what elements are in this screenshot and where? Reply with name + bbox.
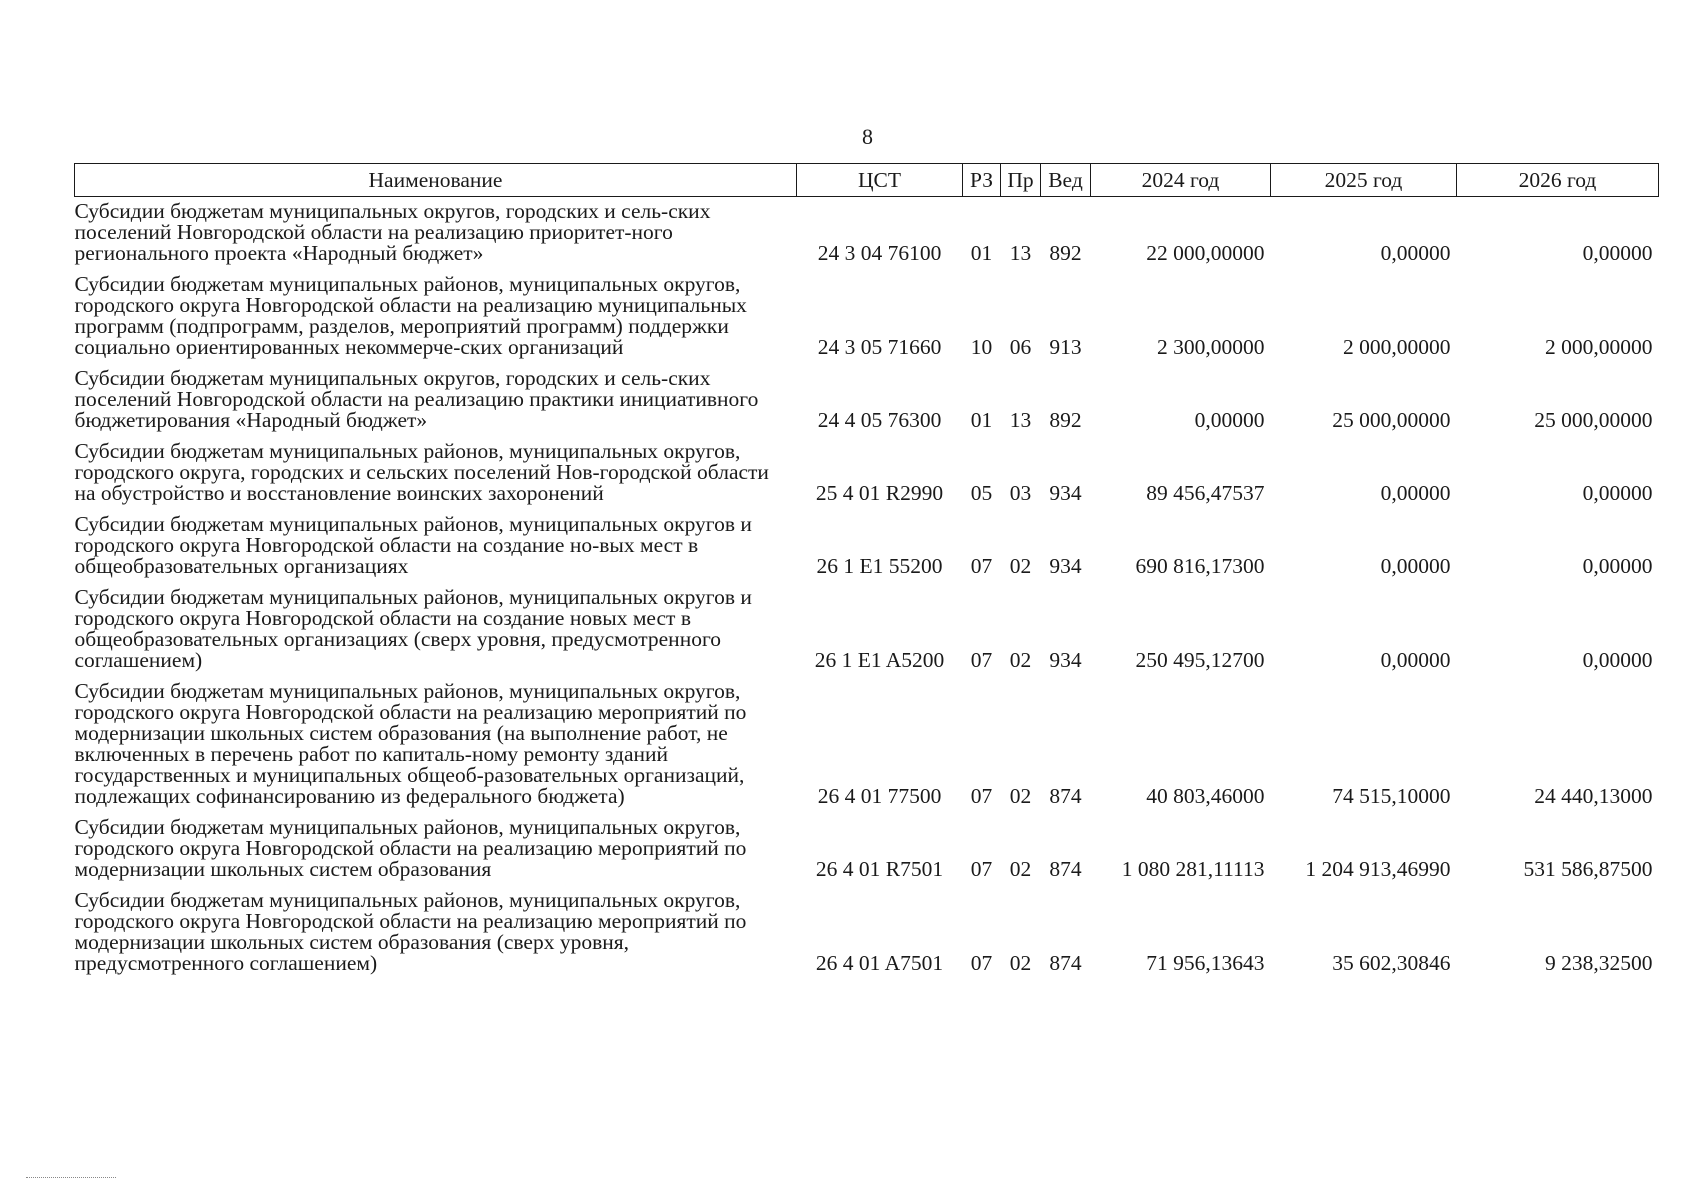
row-2026: 9 238,32500	[1545, 951, 1653, 975]
row-2025: 25 000,00000	[1332, 408, 1451, 432]
row-2025: 35 602,30846	[1332, 951, 1451, 975]
row-pr: 03	[1009, 481, 1032, 505]
row-2026: 0,00000	[1582, 481, 1653, 505]
header-cst: ЦСТ	[797, 164, 963, 197]
row-ved: 892	[1049, 241, 1082, 265]
row-ved: 874	[1049, 784, 1082, 808]
row-rz: 07	[970, 951, 993, 975]
row-2025: 74 515,10000	[1332, 784, 1451, 808]
row-rz: 07	[970, 554, 993, 578]
budget-table	[74, 163, 1659, 980]
table-body	[75, 197, 1659, 981]
table-row	[75, 270, 1659, 364]
row-rz: 05	[970, 481, 993, 505]
row-2024: 22 000,00000	[1146, 241, 1265, 265]
header-2026: 2026 год	[1457, 164, 1659, 197]
table-row	[75, 510, 1659, 583]
row-cst: 26 4 01 R7501	[815, 857, 944, 881]
header-ved: Вед	[1041, 164, 1091, 197]
row-2026: 0,00000	[1582, 241, 1653, 265]
row-rz: 07	[970, 648, 993, 672]
row-2026: 24 440,13000	[1534, 784, 1653, 808]
row-2024: 0,00000	[1194, 408, 1265, 432]
row-cst: 24 3 05 71660	[817, 335, 942, 359]
row-cst: 25 4 01 R2990	[815, 481, 944, 505]
row-pr: 13	[1009, 241, 1032, 265]
header-name: Наименование	[75, 164, 797, 197]
row-name: Субсидии бюджетам муниципальных округов, городских и сель-ских поселений Новгородской области на реализацию практики инициативного бюджетирования «Народный бюджет»	[74, 366, 759, 432]
table-row	[75, 886, 1659, 980]
row-2024: 40 803,46000	[1146, 784, 1265, 808]
row-2026: 25 000,00000	[1534, 408, 1653, 432]
table-row	[75, 197, 1659, 271]
page-number: 8	[862, 124, 873, 149]
row-ved: 874	[1049, 857, 1082, 881]
row-2024: 89 456,47537	[1146, 481, 1265, 505]
row-name: Субсидии бюджетам муниципальных районов, муниципальных округов, городского округа Новгородской области на реализацию мероприятий по модернизации школьных систем образования	[74, 815, 747, 881]
row-2026: 2 000,00000	[1545, 335, 1653, 359]
table-row	[75, 677, 1659, 813]
row-2026: 531 586,87500	[1523, 857, 1653, 881]
header-2024: 2024 год	[1091, 164, 1271, 197]
row-2024: 250 495,12700	[1135, 648, 1265, 672]
table-row	[75, 583, 1659, 677]
row-ved: 934	[1049, 481, 1082, 505]
row-ved: 892	[1049, 408, 1082, 432]
row-2025: 0,00000	[1380, 648, 1451, 672]
row-2026: 0,00000	[1582, 554, 1653, 578]
row-name: Субсидии бюджетам муниципальных районов, муниципальных округов и городского округа Новгородской области на создание но-вых мест в общеобразовательных организациях	[74, 512, 752, 578]
row-name: Субсидии бюджетам муниципальных районов, муниципальных округов, городского округа Новгородской области на реализацию муниципальных программ (подпрограмм, разделов, мероприятий программ) поддержки социально ориентированных некоммерче-ских организаций	[74, 272, 747, 359]
row-rz: 01	[970, 408, 993, 432]
row-ved: 874	[1049, 951, 1082, 975]
row-2024: 1 080 281,11113	[1121, 857, 1265, 881]
row-2025: 0,00000	[1380, 554, 1451, 578]
header-rz: РЗ	[963, 164, 1001, 197]
row-2025: 1 204 913,46990	[1305, 857, 1451, 881]
row-pr: 02	[1009, 784, 1032, 808]
row-2024: 71 956,13643	[1146, 951, 1265, 975]
table-row	[75, 437, 1659, 510]
header-2025: 2025 год	[1271, 164, 1457, 197]
row-2025: 0,00000	[1380, 241, 1451, 265]
row-pr: 02	[1009, 951, 1032, 975]
row-2024: 2 300,00000	[1157, 335, 1265, 359]
header-pr: Пр	[1001, 164, 1041, 197]
row-cst: 26 4 01 A7501	[815, 951, 944, 975]
row-rz: 10	[970, 335, 993, 359]
row-2024: 690 816,17300	[1135, 554, 1265, 578]
row-pr: 02	[1009, 857, 1032, 881]
row-cst: 26 1 E1 A5200	[814, 648, 945, 672]
row-cst: 26 4 01 77500	[817, 784, 942, 808]
row-2025: 0,00000	[1380, 481, 1451, 505]
table-header	[75, 164, 1659, 197]
row-name: Субсидии бюджетам муниципальных районов, муниципальных округов, городского округа, городских и сельских поселений Нов-городской области на обустройство и восстановление воинских захоронений	[74, 439, 769, 505]
row-pr: 02	[1009, 554, 1032, 578]
row-ved: 934	[1049, 648, 1082, 672]
row-rz: 07	[970, 784, 993, 808]
row-cst: 24 3 04 76100	[817, 241, 942, 265]
scan-mark	[26, 1177, 116, 1180]
table-row	[75, 813, 1659, 886]
row-pr: 13	[1009, 408, 1032, 432]
row-name: Субсидии бюджетам муниципальных районов, муниципальных округов, городского округа Новгородской области на реализацию мероприятий по модернизации школьных систем образования (на выполнение работ, не включенных в перечень работ по капиталь-ному ремонту зданий государственных и муниципальных общеоб-разовательных организаций, подлежащих софинансированию из федерального бюджета)	[74, 679, 747, 808]
row-ved: 934	[1049, 554, 1082, 578]
row-rz: 01	[970, 241, 993, 265]
row-cst: 24 4 05 76300	[817, 408, 942, 432]
row-name: Субсидии бюджетам муниципальных округов, городских и сель-ских поселений Новгородской области на реализацию приоритет-ного регионального проекта «Народный бюджет»	[74, 199, 711, 265]
row-name: Субсидии бюджетам муниципальных районов, муниципальных округов, городского округа Новгородской области на реализацию мероприятий по модернизации школьных систем образования (сверх уровня, предусмотренного соглашением)	[74, 888, 747, 975]
row-2026: 0,00000	[1582, 648, 1653, 672]
row-rz: 07	[970, 857, 993, 881]
row-name: Субсидии бюджетам муниципальных районов, муниципальных округов и городского округа Новгородской области на создание новых мест в общеобразовательных организациях (сверх уровня, предусмотренного соглашением)	[74, 585, 752, 672]
table-row	[75, 364, 1659, 437]
row-pr: 02	[1009, 648, 1032, 672]
row-2025: 2 000,00000	[1343, 335, 1451, 359]
row-ved: 913	[1049, 335, 1082, 359]
row-cst: 26 1 E1 55200	[816, 554, 943, 578]
row-pr: 06	[1009, 335, 1032, 359]
